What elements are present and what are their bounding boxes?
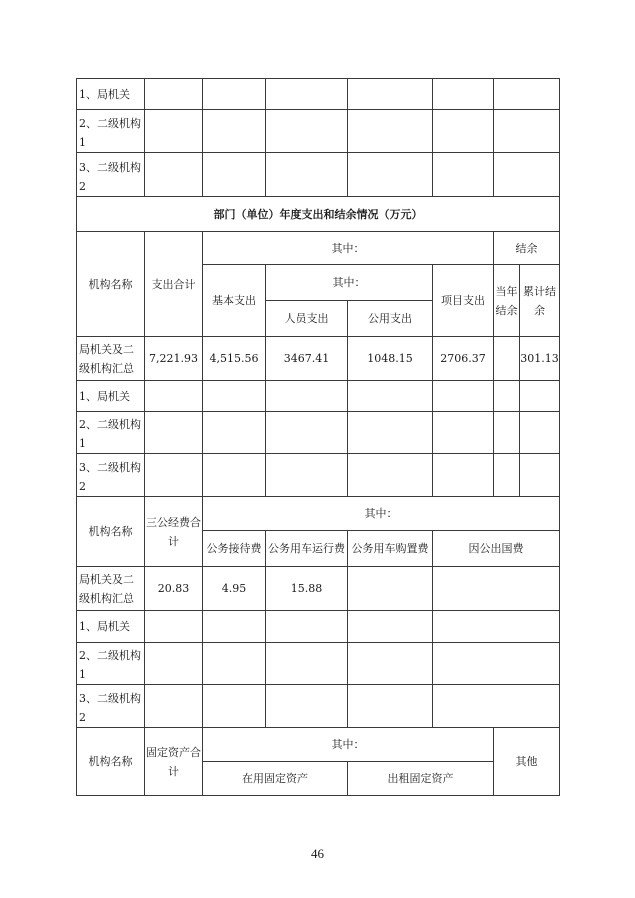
header-basic: 基本支出 — [203, 265, 266, 337]
table-row — [77, 685, 560, 728]
row-label: 局机关及二级机构汇总 — [77, 337, 145, 381]
vehicle-purchase-value — [348, 567, 433, 611]
table-row — [77, 79, 560, 110]
header-overseas: 因公出国费 — [433, 531, 560, 567]
row-label: 2、二级机构1 — [77, 643, 145, 685]
table-row — [77, 454, 560, 497]
header-vehicle-purchase: 公务用车购置费 — [348, 531, 433, 567]
project-value: 2706.37 — [433, 337, 494, 381]
header-vehicle-operation: 公务用车运行费 — [266, 531, 348, 567]
current-year-value — [494, 337, 520, 381]
header-public-use: 公用支出 — [348, 301, 433, 337]
table-row — [77, 381, 560, 412]
three-public-total-value: 20.83 — [145, 567, 203, 611]
row-label: 3、二级机构2 — [77, 153, 145, 197]
row-label: 3、二级机构2 — [77, 454, 145, 497]
header-of-which: 其中： — [203, 232, 494, 265]
public-use-value: 1048.15 — [348, 337, 433, 381]
row-label: 2、二级机构1 — [77, 412, 145, 454]
header-other: 其他 — [494, 728, 560, 796]
row-label: 局机关及二级机构汇总 — [77, 567, 145, 611]
overseas-value — [433, 567, 560, 611]
header-org-name: 机构名称 — [77, 232, 145, 337]
header-three-public-total: 三公经费合计 — [145, 497, 203, 567]
header-of-which: 其中： — [203, 497, 560, 531]
vehicle-operation-value: 15.88 — [266, 567, 348, 611]
header-personnel: 人员支出 — [266, 301, 348, 337]
header-org-name: 机构名称 — [77, 497, 145, 567]
row-label: 3、二级机构2 — [77, 685, 145, 728]
row-label: 1、局机关 — [77, 79, 145, 110]
header-cumulative: 累计结余 — [520, 265, 560, 337]
header-total: 支出合计 — [145, 232, 203, 337]
cumulative-value: 301.13 — [520, 337, 560, 381]
basic-value: 4,515.56 — [203, 337, 266, 381]
header-fixed-assets-total: 固定资产合计 — [145, 728, 203, 796]
page-number: 46 — [311, 846, 324, 861]
header-project: 项目支出 — [433, 265, 494, 337]
reception-value: 4.95 — [203, 567, 266, 611]
row-label: 1、局机关 — [77, 611, 145, 643]
table-row — [77, 643, 560, 685]
header-org-name: 机构名称 — [77, 728, 145, 796]
section-title: 部门（单位）年度支出和结余情况（万元） — [77, 197, 560, 232]
header-balance: 结余 — [494, 232, 560, 265]
table-row — [77, 153, 560, 197]
row-label: 2、二级机构1 — [77, 110, 145, 153]
row-label: 1、局机关 — [77, 381, 145, 412]
table-row — [77, 110, 560, 153]
personnel-value: 3467.41 — [266, 337, 348, 381]
total-value: 7,221.93 — [145, 337, 203, 381]
header-leased: 出租固定资产 — [348, 762, 494, 796]
header-reception: 公务接待费 — [203, 531, 266, 567]
budget-table — [76, 78, 560, 796]
table-row — [77, 412, 560, 454]
header-current-year: 当年结余 — [494, 265, 520, 337]
table-row — [77, 611, 560, 643]
header-of-which: 其中： — [203, 728, 494, 762]
table-row — [77, 337, 560, 381]
header-of-which-inner: 其中： — [266, 265, 433, 301]
header-in-use: 在用固定资产 — [203, 762, 348, 796]
table-row — [77, 567, 560, 611]
